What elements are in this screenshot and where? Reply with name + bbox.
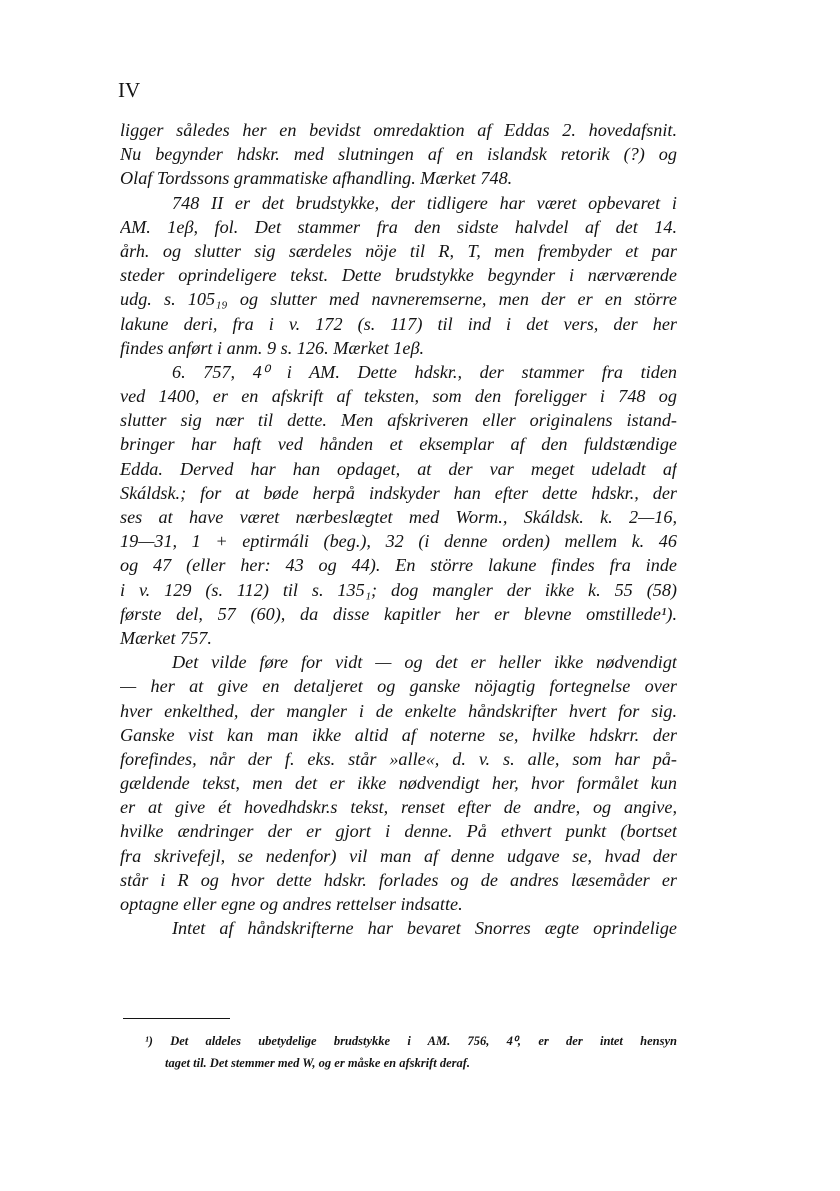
- text-line: lakune deri, fra i v. 172 (s. 117) til ind i det vers, der her: [120, 313, 677, 334]
- footnote-divider: [123, 1018, 230, 1019]
- text-line: udg. s. 105₁₉ og slutter med navneremserne, men der er en större: [120, 289, 677, 310]
- text-line: er at give ét hovedhdskr.s tekst, renset efter de andre, og angive,: [120, 797, 677, 818]
- text-line: bringer har haft ved hånden et eksemplar af den fuldstændige: [120, 434, 677, 455]
- text-line: fra skrivefejl, se nedenfor) vil man af denne udgave se, hvad der: [120, 845, 677, 866]
- text-line: Intet af håndskrifterne har bevaret Snorres ægte oprindelige: [172, 918, 677, 939]
- text-line: årh. og slutter sig særdeles nöje til R, T, men frembyder et par: [120, 240, 677, 261]
- text-line: hvilke ændringer der er gjort i denne. På ethvert punkt (bortset: [120, 821, 677, 842]
- footnote-line: taget til. Det stemmer med W, og er måske en afskrift deraf.: [165, 1056, 471, 1070]
- text-line: slutter sig nær til dette. Men afskriveren eller originalens istand-: [120, 410, 677, 431]
- text-line: Ganske vist kan man ikke altid af noterne se, hvilke hdskrr. der: [120, 724, 677, 745]
- text-line: hver enkelthed, der mangler i de enkelte håndskrifter hvert for sig.: [120, 700, 677, 721]
- text-line: og 47 (eller her: 43 og 44). En större lakune findes fra inde: [120, 555, 677, 576]
- text-line: forefindes, når der f. eks. står »alle«, d. v. s. alle, som har på-: [120, 748, 677, 769]
- text-line: Olaf Tordssons grammatiske afhandling. Mærket 748.: [120, 168, 513, 189]
- footnote: [145, 1030, 677, 1074]
- text-line: — her at give en detaljeret og ganske nöjagtig fortegnelse over: [120, 676, 677, 697]
- text-line: ses at have været nærbeslægtet med Worm., Skáldsk. k. 2—16,: [120, 507, 677, 527]
- text-line: ligger således her en bevidst omredaktion af Eddas 2. hovedafsnit.: [120, 120, 677, 140]
- text-line: står i R og hvor dette hdskr. forlades og de andres læsemåder er: [120, 869, 677, 890]
- text-line: Edda. Derved har han opdaget, at der var meget udeladt af: [120, 458, 677, 479]
- text-line: i v. 129 (s. 112) til s. 135₁; dog mangler der ikke k. 55 (58): [120, 579, 677, 600]
- body-text: [120, 118, 677, 940]
- text-line: ved 1400, er en afskrift af teksten, som den foreligger i 748 og: [120, 386, 677, 407]
- page-number: IV: [118, 78, 141, 102]
- text-line: findes anført i anm. 9 s. 126. Mærket 1eβ.: [120, 337, 425, 358]
- footnote-line: ¹) Det aldeles ubetydelige brudstykke i AM. 756, 4⁰, er der intet hensyn: [145, 1034, 677, 1048]
- text-line: 6. 757, 4⁰ i AM. Dette hdskr., der stammer fra tiden: [172, 361, 677, 382]
- text-line: 19—31, 1 + eptirmáli (beg.), 32 (i denne orden) mellem k. 46: [120, 531, 677, 552]
- text-line: Det vilde føre for vidt — og det er heller ikke nødvendigt: [172, 652, 677, 673]
- text-line: gældende tekst, men det er ikke nødvendigt her, hvor formålet kun: [120, 773, 677, 794]
- text-line: steder oprindeligere tekst. Dette brudstykke begynder i nærværende: [120, 265, 677, 286]
- text-line: Skáldsk.; for at bøde herpå indskyder han efter dette hdskr., der: [120, 482, 677, 503]
- text-line: AM. 1eβ, fol. Det stammer fra den sidste halvdel af det 14.: [120, 216, 677, 237]
- text-line: Mærket 757.: [120, 627, 212, 648]
- text-line: første del, 57 (60), da disse kapitler her er blevne omstillede¹).: [120, 603, 677, 624]
- text-line: optagne eller egne og andres rettelser indsatte.: [120, 894, 463, 914]
- text-line: Nu begynder hdskr. med slutningen af en islandsk retorik (?) og: [120, 144, 677, 165]
- text-line: 748 II er det brudstykke, der tidligere har været opbevaret i: [172, 192, 677, 213]
